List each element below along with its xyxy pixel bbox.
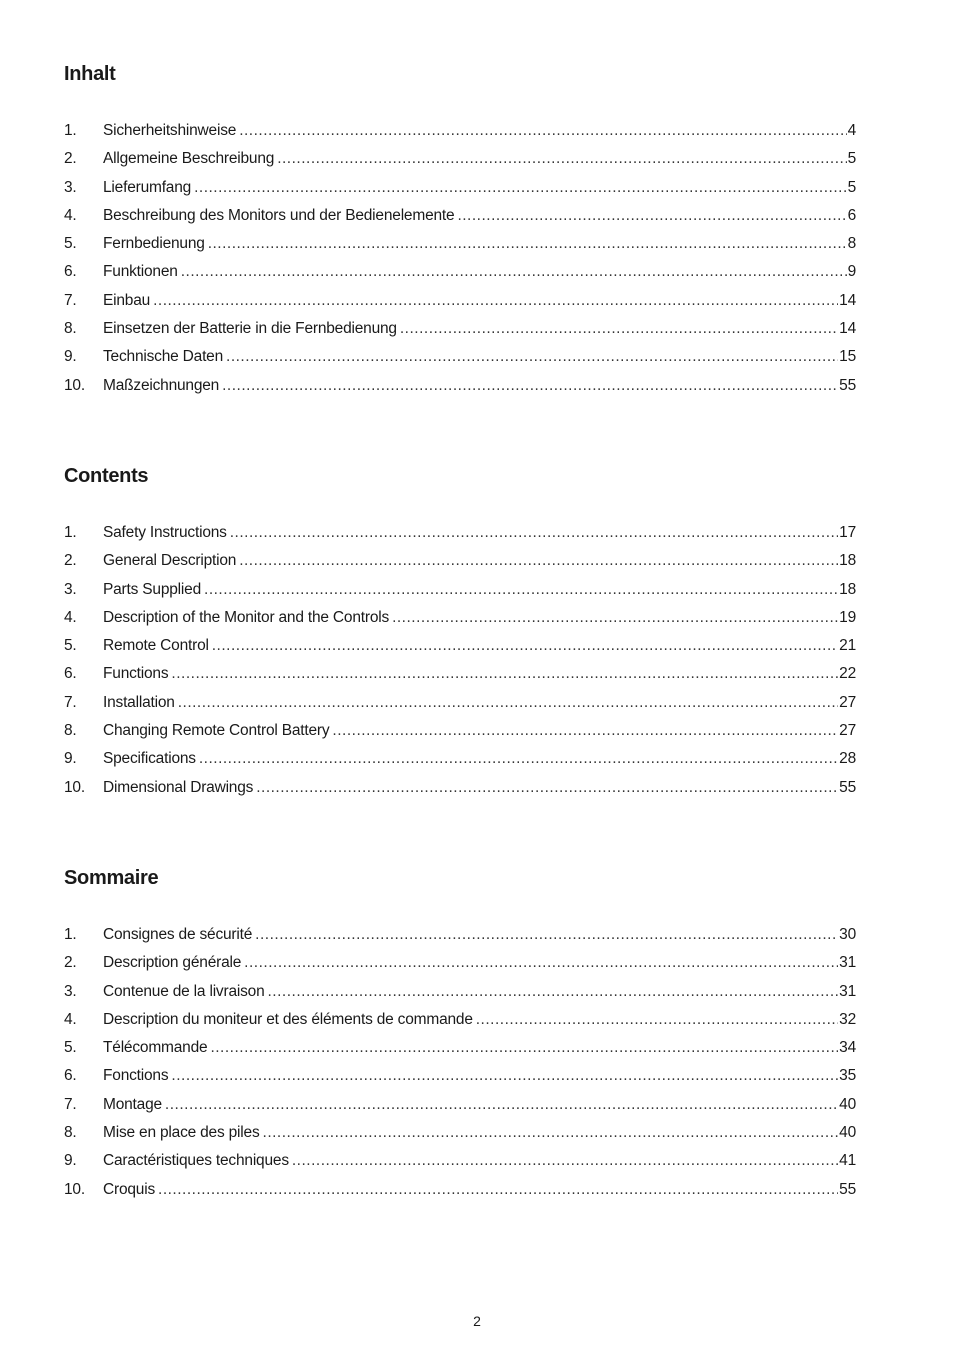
toc-leader-dots bbox=[165, 1091, 838, 1119]
toc-section-inhalt bbox=[64, 60, 856, 400]
toc-leader-dots bbox=[208, 230, 847, 258]
toc-leader-dots bbox=[181, 258, 847, 286]
toc-entry-title: Changing Remote Control Battery bbox=[103, 722, 330, 740]
toc-entry[interactable] bbox=[64, 230, 856, 258]
toc-entry-number: 8. bbox=[64, 320, 77, 338]
toc-entry-page: 17 bbox=[839, 524, 856, 541]
toc-leader-dots bbox=[332, 717, 838, 745]
toc-list bbox=[64, 519, 856, 802]
toc-entry[interactable] bbox=[64, 117, 856, 145]
toc-leader-dots bbox=[178, 689, 838, 717]
toc-entry-number: 2. bbox=[64, 954, 77, 972]
toc-entry-page: 5 bbox=[847, 150, 856, 168]
toc-entry[interactable] bbox=[64, 145, 856, 173]
toc-entry-title: Installation bbox=[103, 693, 175, 711]
toc-entry[interactable] bbox=[64, 372, 856, 400]
toc-entry-page: 22 bbox=[839, 665, 856, 683]
toc-entry-title: Safety Instructions bbox=[103, 524, 227, 541]
toc-entry-number: 2. bbox=[64, 552, 77, 570]
toc-entry-number: 4. bbox=[64, 608, 77, 626]
toc-entry-number: 5. bbox=[64, 1039, 77, 1057]
toc-leader-dots bbox=[230, 519, 838, 547]
toc-entry-number: 10. bbox=[64, 376, 85, 394]
toc-section-sommaire bbox=[64, 864, 856, 1204]
toc-entry-title: Einsetzen der Batterie in die Fernbedienung bbox=[103, 320, 397, 338]
toc-entry-page: 40 bbox=[839, 1124, 856, 1142]
toc-entry-number: 9. bbox=[64, 348, 77, 366]
toc-entry-title: Consignes de sécurité bbox=[103, 926, 253, 943]
toc-entry-page: 8 bbox=[847, 235, 856, 253]
toc-entry-page: 18 bbox=[839, 580, 856, 598]
toc-entry-number: 5. bbox=[64, 637, 77, 655]
toc-entry-title: Beschreibung des Monitors und der Bedienelemente bbox=[103, 206, 455, 224]
toc-entry-page: 31 bbox=[839, 982, 856, 1000]
toc-entry-title: Dimensional Drawings bbox=[103, 778, 254, 796]
toc-entry-title: Funktionen bbox=[103, 263, 178, 281]
toc-entry-title: Einbau bbox=[103, 291, 151, 309]
toc-entry[interactable] bbox=[64, 949, 856, 977]
toc-entry-title: Contenue de la livraison bbox=[103, 982, 265, 1000]
toc-entry-title: Caractéristiques techniques bbox=[103, 1152, 289, 1170]
toc-leader-dots bbox=[171, 1062, 838, 1090]
toc-entry-title: Parts Supplied bbox=[103, 580, 202, 598]
toc-entry-number: 7. bbox=[64, 1095, 77, 1113]
toc-entry[interactable] bbox=[64, 287, 856, 315]
toc-entry-number: 2. bbox=[64, 150, 77, 168]
toc-leader-dots bbox=[256, 774, 838, 802]
toc-entry[interactable] bbox=[64, 343, 856, 371]
toc-entry-page: 21 bbox=[839, 637, 856, 655]
toc-entry[interactable] bbox=[64, 576, 856, 604]
toc-entry-number: 1. bbox=[64, 122, 77, 139]
toc-entry-title: Functions bbox=[103, 665, 169, 683]
toc-list bbox=[64, 921, 856, 1204]
toc-entry-number: 4. bbox=[64, 1010, 77, 1028]
toc-entry[interactable] bbox=[64, 717, 856, 745]
toc-entry-title: Croquis bbox=[103, 1180, 156, 1198]
toc-entry[interactable] bbox=[64, 632, 856, 660]
toc-entry-number: 7. bbox=[64, 693, 77, 711]
page-number: 2 bbox=[473, 1313, 481, 1329]
toc-entry-title: Sicherheitshinweise bbox=[103, 122, 237, 139]
toc-leader-dots bbox=[212, 632, 838, 660]
toc-entry-page: 41 bbox=[839, 1152, 856, 1170]
toc-leader-dots bbox=[171, 660, 838, 688]
toc-entry[interactable] bbox=[64, 660, 856, 688]
toc-leader-dots bbox=[226, 343, 838, 371]
toc-entry-number: 6. bbox=[64, 1067, 77, 1085]
toc-entry-number: 6. bbox=[64, 263, 77, 281]
toc-leader-dots bbox=[292, 1147, 838, 1175]
toc-leader-dots bbox=[153, 287, 838, 315]
toc-entry-title: Remote Control bbox=[103, 637, 209, 655]
toc-entry-title: General Description bbox=[103, 552, 237, 570]
toc-entry-number: 8. bbox=[64, 722, 77, 740]
toc-entry-page: 14 bbox=[839, 320, 856, 338]
toc-entry-page: 28 bbox=[839, 750, 856, 768]
toc-leader-dots bbox=[457, 202, 846, 230]
toc-entry-title: Maßzeichnungen bbox=[103, 376, 220, 394]
toc-entry-number: 10. bbox=[64, 778, 85, 796]
toc-entry-number: 9. bbox=[64, 750, 77, 768]
toc-entry-page: 55 bbox=[839, 376, 856, 394]
toc-entry-title: Description générale bbox=[103, 954, 242, 972]
toc-entry-number: 10. bbox=[64, 1180, 85, 1198]
toc-entry-page: 30 bbox=[839, 926, 856, 943]
toc-entry-title: Allgemeine Beschreibung bbox=[103, 150, 275, 168]
section-heading: Contents bbox=[64, 465, 149, 487]
toc-entry-title: Mise en place des piles bbox=[103, 1124, 260, 1142]
toc-leader-dots bbox=[194, 174, 847, 202]
toc-entry[interactable] bbox=[64, 202, 856, 230]
toc-leader-dots bbox=[199, 745, 838, 773]
toc-entry[interactable] bbox=[64, 689, 856, 717]
toc-leader-dots bbox=[277, 145, 846, 173]
toc-entry-title: Lieferumfang bbox=[103, 178, 192, 196]
toc-entry-page: 40 bbox=[839, 1095, 856, 1113]
toc-leader-dots bbox=[204, 576, 838, 604]
toc-leader-dots bbox=[222, 372, 838, 400]
toc-entry[interactable] bbox=[64, 774, 856, 802]
toc-entry-page: 6 bbox=[847, 206, 856, 224]
toc-entry-number: 5. bbox=[64, 235, 77, 253]
toc-leader-dots bbox=[158, 1176, 838, 1204]
toc-entry[interactable] bbox=[64, 745, 856, 773]
toc-leader-dots bbox=[239, 117, 846, 145]
toc-entry-number: 3. bbox=[64, 178, 77, 196]
toc-leader-dots bbox=[268, 978, 839, 1006]
toc-entry[interactable] bbox=[64, 978, 856, 1006]
toc-entry[interactable] bbox=[64, 519, 856, 547]
toc-leader-dots bbox=[239, 547, 838, 575]
toc-entry-title: Télécommande bbox=[103, 1039, 208, 1057]
toc-entry-title: Description du moniteur et des éléments de commande bbox=[103, 1010, 473, 1028]
toc-entry-number: 4. bbox=[64, 206, 77, 224]
toc-entry-page: 27 bbox=[839, 693, 856, 711]
toc-entry-number: 6. bbox=[64, 665, 77, 683]
toc-entry-page: 5 bbox=[847, 178, 856, 196]
toc-entry-page: 14 bbox=[839, 291, 856, 309]
toc-entry[interactable] bbox=[64, 1176, 856, 1204]
section-heading: Inhalt bbox=[64, 63, 116, 85]
toc-entry-page: 55 bbox=[839, 778, 856, 796]
toc-entry-page: 34 bbox=[839, 1039, 856, 1057]
toc-entry-page: 4 bbox=[847, 122, 856, 139]
toc-entry[interactable] bbox=[64, 1091, 856, 1119]
toc-entry-number: 1. bbox=[64, 524, 77, 541]
toc-entry-page: 35 bbox=[839, 1067, 856, 1085]
toc-entry-number: 1. bbox=[64, 926, 77, 943]
toc-entry-page: 27 bbox=[839, 722, 856, 740]
toc-entry-page: 18 bbox=[839, 552, 856, 570]
section-heading: Sommaire bbox=[64, 867, 159, 889]
toc-entry[interactable] bbox=[64, 1034, 856, 1062]
toc-entry-number: 3. bbox=[64, 580, 77, 598]
toc-leader-dots bbox=[210, 1034, 838, 1062]
toc-entry[interactable] bbox=[64, 315, 856, 343]
toc-entry-number: 9. bbox=[64, 1152, 77, 1170]
toc-entry[interactable] bbox=[64, 921, 856, 949]
toc-entry[interactable] bbox=[64, 1006, 856, 1034]
toc-list bbox=[64, 117, 856, 400]
toc-leader-dots bbox=[263, 1119, 839, 1147]
toc-leader-dots bbox=[244, 949, 838, 977]
toc-entry[interactable] bbox=[64, 1147, 856, 1175]
toc-leader-dots bbox=[392, 604, 838, 632]
toc-entry[interactable] bbox=[64, 1119, 856, 1147]
toc-entry-title: Montage bbox=[103, 1095, 162, 1113]
toc-entry[interactable] bbox=[64, 174, 856, 202]
toc-entry-page: 55 bbox=[839, 1180, 856, 1198]
toc-entry-title: Fernbedienung bbox=[103, 235, 205, 253]
toc-entry-title: Specifications bbox=[103, 750, 196, 768]
toc-entry[interactable] bbox=[64, 258, 856, 286]
toc-entry-page: 19 bbox=[839, 608, 856, 626]
toc-entry-number: 8. bbox=[64, 1124, 77, 1142]
toc-entry-title: Fonctions bbox=[103, 1067, 169, 1085]
toc-entry-number: 3. bbox=[64, 982, 77, 1000]
toc-entry[interactable] bbox=[64, 604, 856, 632]
toc-leader-dots bbox=[255, 921, 838, 949]
toc-section-contents bbox=[64, 462, 856, 802]
toc-entry-title: Description of the Monitor and the Controls bbox=[103, 608, 390, 626]
toc-entry-page: 32 bbox=[839, 1010, 856, 1028]
toc-entry[interactable] bbox=[64, 1062, 856, 1090]
toc-entry-page: 15 bbox=[839, 348, 856, 366]
toc-entry-number: 7. bbox=[64, 291, 77, 309]
toc-entry-page: 9 bbox=[847, 263, 856, 281]
toc-leader-dots bbox=[400, 315, 838, 343]
toc-entry-title: Technische Daten bbox=[103, 348, 224, 366]
toc-entry[interactable] bbox=[64, 547, 856, 575]
toc-entry-page: 31 bbox=[839, 954, 856, 972]
toc-leader-dots bbox=[476, 1006, 838, 1034]
